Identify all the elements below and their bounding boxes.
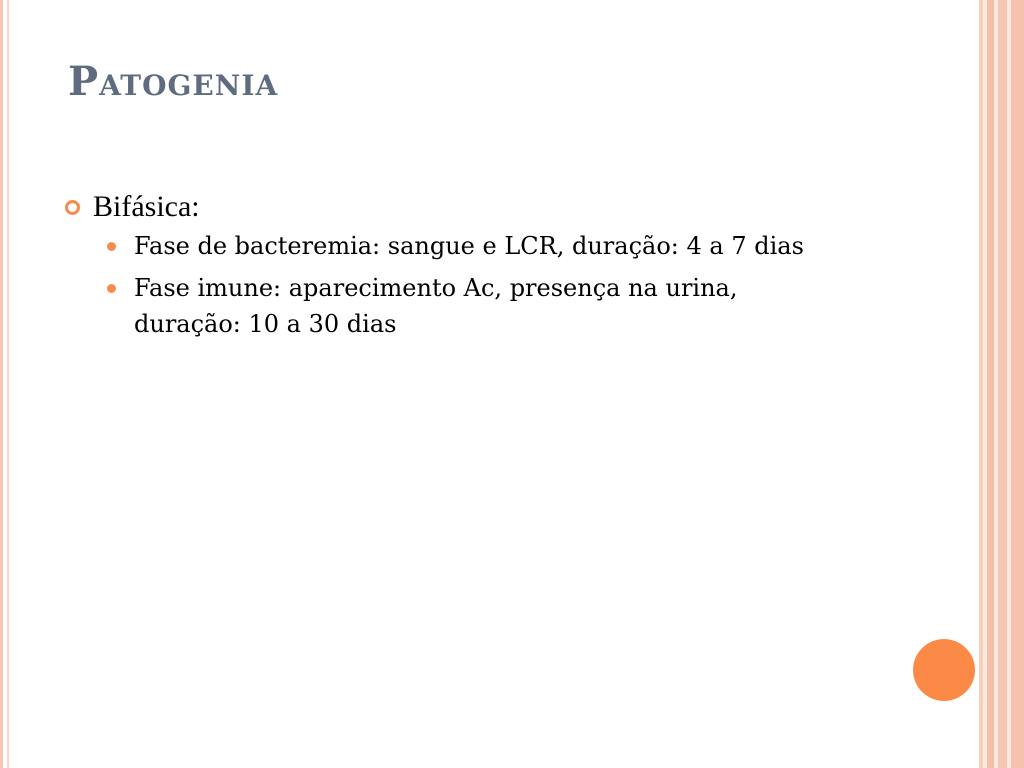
orange-circle-icon [913,639,975,701]
sub-bullet-item [134,270,842,342]
dot-bullet-icon [107,284,116,293]
left-border-stripe-inner [7,0,9,768]
right-border-band [998,0,1007,768]
sub-bullet-text: Fase imune: aparecimento Ac, presença na urina, duração: 10 a 30 dias [134,274,738,338]
left-border-stripe [0,0,3,768]
dot-bullet-icon [107,242,116,251]
right-border-band [987,0,994,768]
sub-bullet-text: Fase de bacteremia: sangue e LCR, duração: 4 a 7 dias [134,232,804,260]
right-border-band [1011,0,1024,768]
sub-bullet-list [62,228,842,342]
sub-bullet-item [134,228,842,264]
bullet-text: Bifásica: [93,190,200,223]
slide-content [62,186,842,348]
slide-title: Patogenia [68,58,279,105]
ring-bullet-icon [65,200,80,215]
bullet-item [62,186,842,228]
